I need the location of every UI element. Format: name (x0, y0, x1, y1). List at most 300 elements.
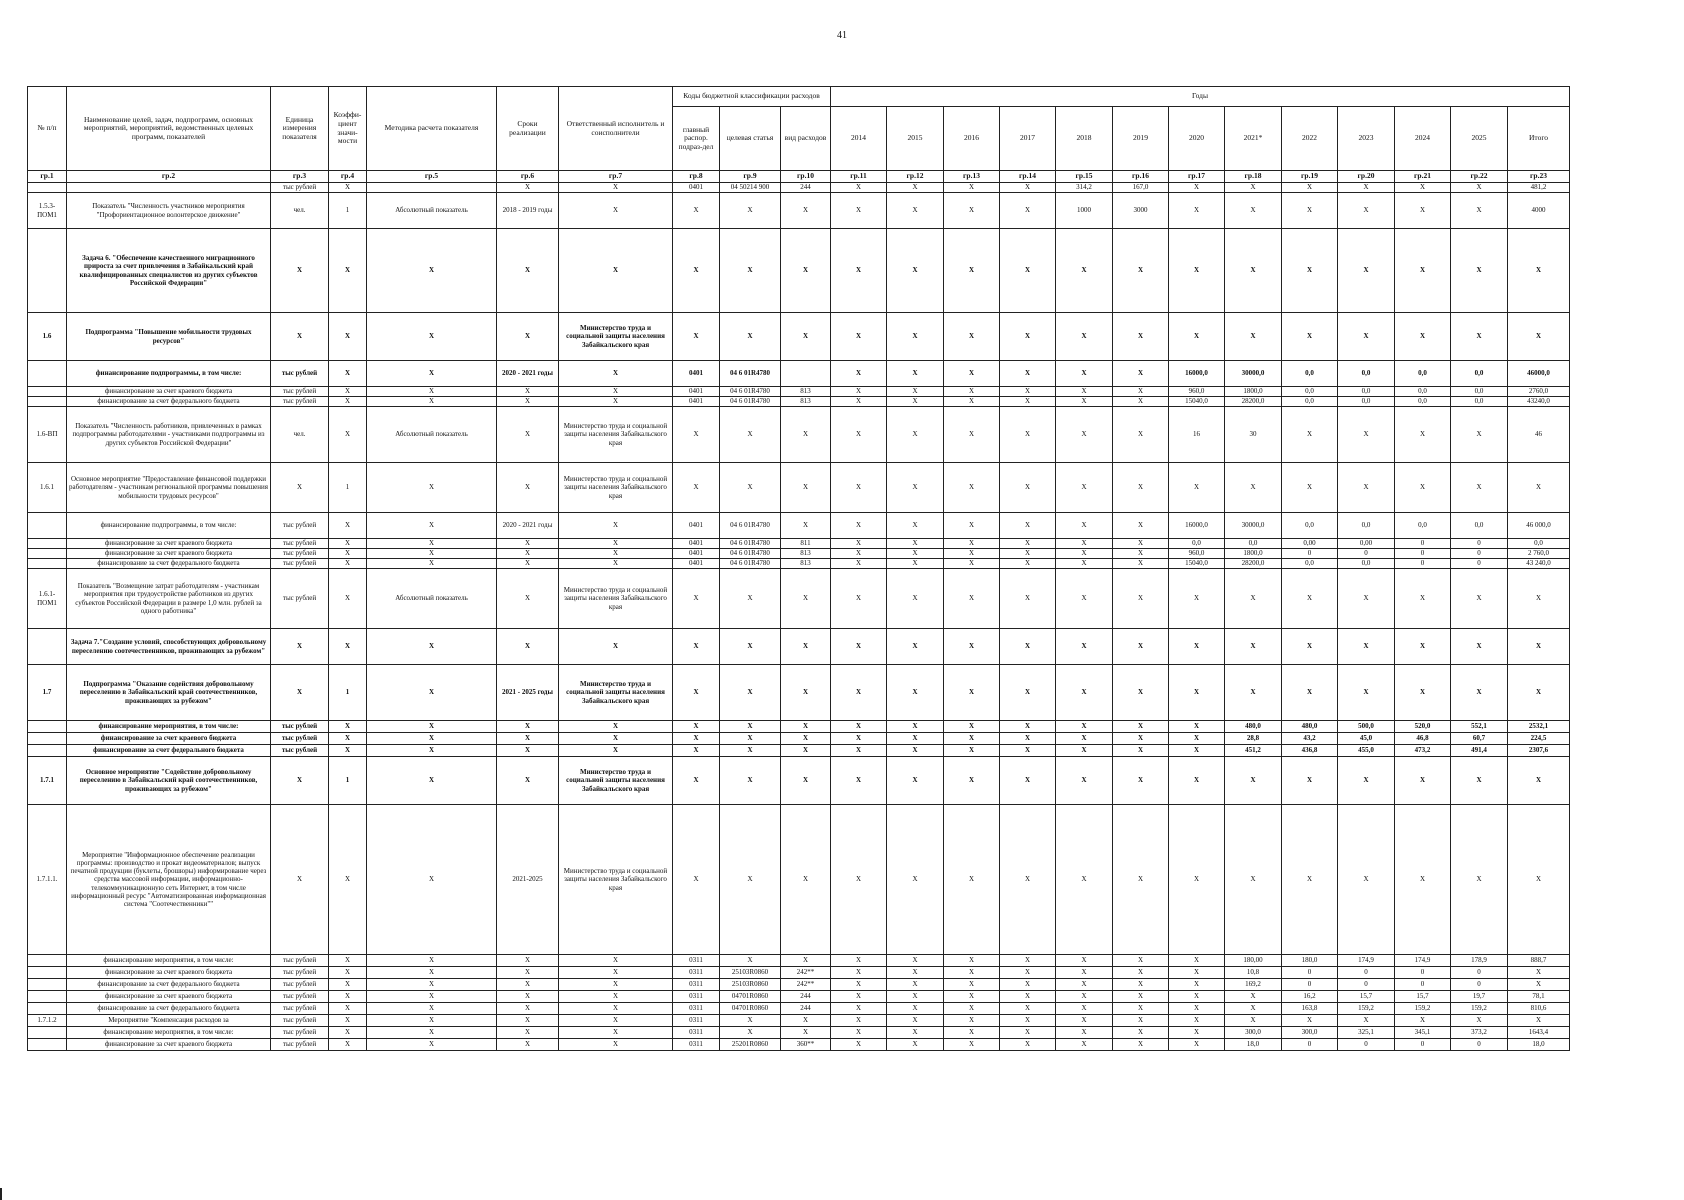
cell-main-distributor: 0401 (673, 397, 720, 407)
cell-coefficient: Х (329, 387, 367, 397)
cell-method: Х (367, 313, 497, 361)
cell-year-2014: Х (831, 1039, 887, 1051)
cell-year-2014: Х (831, 313, 887, 361)
cell-row-name: финансирование за счет краевого бюджета (67, 539, 271, 549)
cell-row-name: финансирование за счет федерального бюджета (67, 1003, 271, 1015)
cell-year-2016: Х (944, 745, 1000, 757)
cell-year-2015: Х (887, 1039, 944, 1051)
cell-year-2016: Х (944, 1015, 1000, 1027)
cell-year-2014: Х (831, 549, 887, 559)
cell-responsible: Х (559, 387, 673, 397)
cell-terms: Х (497, 183, 559, 193)
cell-method: Х (367, 229, 497, 313)
cell-year-2021: 28,8 (1225, 733, 1282, 745)
cell-method: Х (367, 549, 497, 559)
cell-main-distributor: 0311 (673, 1015, 720, 1027)
cell-year-2016: Х (944, 183, 1000, 193)
cell-year-2016: Х (944, 991, 1000, 1003)
cell-year-2020: Х (1169, 313, 1225, 361)
cell-year-2024: 0 (1395, 967, 1451, 979)
cell-year-2022: 0 (1282, 979, 1338, 991)
cell-year-2022: 43,2 (1282, 733, 1338, 745)
cell-year-2015: Х (887, 229, 944, 313)
cell-year-2018: Х (1056, 805, 1113, 955)
cell-year-2018: Х (1056, 559, 1113, 569)
cell-year-2020: Х (1169, 991, 1225, 1003)
cell-year-2020: 15040,0 (1169, 559, 1225, 569)
cell-main-distributor: Х (673, 629, 720, 665)
cell-year-2023: 0,0 (1338, 559, 1395, 569)
cell-year-2023: 0,00 (1338, 539, 1395, 549)
cell-main-distributor: Х (673, 665, 720, 721)
cell-target-article: 04 6 01R4780 (720, 361, 781, 387)
cell-row-name: финансирование за счет краевого бюджета (67, 967, 271, 979)
cell-unit: тыс рублей (271, 979, 329, 991)
cell-year-2018: Х (1056, 539, 1113, 549)
cell-target-article: 04701R0860 (720, 991, 781, 1003)
cell-target-article: Х (720, 229, 781, 313)
cell-year-2024: Х (1395, 569, 1451, 629)
cell-total: Х (1508, 757, 1570, 805)
cell-year-2015: Х (887, 569, 944, 629)
cell-year-2015: Х (887, 397, 944, 407)
cell-unit: тыс рублей (271, 733, 329, 745)
cell-year-2025: 0 (1451, 967, 1508, 979)
cell-method: Х (367, 979, 497, 991)
cell-target-article: Х (720, 463, 781, 513)
cell-year-2016: Х (944, 193, 1000, 229)
cell-responsible: Х (559, 1039, 673, 1051)
cell-year-2022: Х (1282, 569, 1338, 629)
cell-coefficient: 1 (329, 665, 367, 721)
cell-main-distributor: Х (673, 721, 720, 733)
cell-target-article: 25201R0860 (720, 1039, 781, 1051)
cell-row-name: финансирование за счет федерального бюджета (67, 979, 271, 991)
cell-year-2019: Х (1113, 757, 1169, 805)
cell-expense-type: Х (781, 407, 831, 463)
cell-terms: 2020 - 2021 годы (497, 513, 559, 539)
cell-responsible: Х (559, 397, 673, 407)
cell-row-number (28, 387, 67, 397)
column-number: гр.1 (28, 171, 67, 183)
cell-year-2016: Х (944, 569, 1000, 629)
cell-responsible: Х (559, 979, 673, 991)
cell-total: 481,2 (1508, 183, 1570, 193)
cell-expense-type: 360** (781, 1039, 831, 1051)
cell-unit: тыс рублей (271, 513, 329, 539)
header-year: 2021* (1225, 107, 1282, 171)
cell-year-2021: Х (1225, 229, 1282, 313)
cell-main-distributor: Х (673, 805, 720, 955)
header-responsible: Ответственный исполнитель и соисполнители (559, 87, 673, 171)
cell-total: 2760,0 (1508, 387, 1570, 397)
column-number: гр.8 (673, 171, 720, 183)
cell-total: 46 000,0 (1508, 513, 1570, 539)
cell-year-2023: 15,7 (1338, 991, 1395, 1003)
cell-total: 2307,6 (1508, 745, 1570, 757)
cell-year-2024: 345,1 (1395, 1027, 1451, 1039)
cell-year-2017: Х (1000, 1039, 1056, 1051)
cell-year-2017: Х (1000, 991, 1056, 1003)
cell-year-2024: Х (1395, 1015, 1451, 1027)
cell-year-2021: Х (1225, 463, 1282, 513)
cell-year-2020: Х (1169, 721, 1225, 733)
table-row (28, 1015, 1570, 1027)
cell-year-2025: Х (1451, 229, 1508, 313)
cell-total: 46 (1508, 407, 1570, 463)
cell-year-2025: 552,1 (1451, 721, 1508, 733)
cell-expense-type: Х (781, 313, 831, 361)
cell-row-number: 1.7.1.1. (28, 805, 67, 955)
cell-year-2019: Х (1113, 1039, 1169, 1051)
cell-year-2014: Х (831, 979, 887, 991)
cell-target-article: Х (720, 1015, 781, 1027)
cell-year-2025: Х (1451, 629, 1508, 665)
cell-method: Х (367, 463, 497, 513)
cell-total: 888,7 (1508, 955, 1570, 967)
header-year: 2020 (1169, 107, 1225, 171)
cell-target-article: Х (720, 193, 781, 229)
cell-row-number (28, 183, 67, 193)
cell-expense-type: 813 (781, 387, 831, 397)
cell-coefficient: Х (329, 407, 367, 463)
cell-year-2022: 0,0 (1282, 361, 1338, 387)
cell-method: Х (367, 559, 497, 569)
cell-year-2015: Х (887, 721, 944, 733)
cell-year-2023: Х (1338, 407, 1395, 463)
cell-year-2025: 0 (1451, 539, 1508, 549)
cell-unit: тыс рублей (271, 397, 329, 407)
cell-method: Х (367, 539, 497, 549)
cell-year-2024: Х (1395, 183, 1451, 193)
cell-year-2020: Х (1169, 229, 1225, 313)
cell-year-2015: Х (887, 629, 944, 665)
page-edge-mark (0, 1188, 2, 1200)
cell-year-2022: 0,00 (1282, 539, 1338, 549)
cell-year-2019: Х (1113, 463, 1169, 513)
cell-main-distributor: 0311 (673, 955, 720, 967)
header-years: Годы (831, 87, 1570, 107)
cell-year-2025: 0,0 (1451, 397, 1508, 407)
cell-year-2023: Х (1338, 193, 1395, 229)
cell-target-article: Х (720, 757, 781, 805)
cell-year-2020: 960,0 (1169, 387, 1225, 397)
cell-year-2022: 436,8 (1282, 745, 1338, 757)
cell-year-2023: 174,9 (1338, 955, 1395, 967)
header-year: 2023 (1338, 107, 1395, 171)
cell-method: Абсолютный показатель (367, 569, 497, 629)
cell-method: Х (367, 745, 497, 757)
cell-year-2014: Х (831, 665, 887, 721)
cell-coefficient: Х (329, 1003, 367, 1015)
cell-total: 0,0 (1508, 539, 1570, 549)
cell-total: 2 760,0 (1508, 549, 1570, 559)
cell-year-2014: Х (831, 387, 887, 397)
cell-target-article: Х (720, 665, 781, 721)
cell-year-2022: 180,0 (1282, 955, 1338, 967)
cell-year-2018: Х (1056, 1027, 1113, 1039)
cell-unit: тыс рублей (271, 967, 329, 979)
table-row (28, 991, 1570, 1003)
cell-terms: Х (497, 745, 559, 757)
cell-year-2025: Х (1451, 407, 1508, 463)
cell-total: Х (1508, 979, 1570, 991)
cell-year-2022: Х (1282, 183, 1338, 193)
cell-unit: тыс рублей (271, 1027, 329, 1039)
cell-unit: Х (271, 313, 329, 361)
cell-row-number (28, 1027, 67, 1039)
cell-main-distributor: 0311 (673, 967, 720, 979)
header-total: Итого (1508, 107, 1570, 171)
cell-year-2021: 28200,0 (1225, 397, 1282, 407)
cell-year-2014: Х (831, 629, 887, 665)
cell-year-2020: Х (1169, 665, 1225, 721)
table-row (28, 1039, 1570, 1051)
cell-main-distributor: 0311 (673, 1003, 720, 1015)
cell-year-2018: Х (1056, 745, 1113, 757)
header-name: Наименование целей, задач, подпрограмм, основных мероприятий, мероприятий, ведомственных целевых программ, показателей (67, 87, 271, 171)
cell-terms: Х (497, 1039, 559, 1051)
cell-year-2021: Х (1225, 665, 1282, 721)
cell-year-2016: Х (944, 539, 1000, 549)
cell-year-2022: Х (1282, 757, 1338, 805)
cell-row-name: финансирование мероприятия, в том числе: (67, 1027, 271, 1039)
header-method: Методика расчета показателя (367, 87, 497, 171)
cell-method: Х (367, 991, 497, 1003)
cell-unit: Х (271, 665, 329, 721)
cell-year-2024: 159,2 (1395, 1003, 1451, 1015)
cell-year-2022: 0,0 (1282, 397, 1338, 407)
cell-row-name: финансирование за счет краевого бюджета (67, 733, 271, 745)
cell-year-2017: Х (1000, 979, 1056, 991)
cell-row-number: 1.6-ВП (28, 407, 67, 463)
cell-year-2019: Х (1113, 967, 1169, 979)
cell-unit: тыс рублей (271, 183, 329, 193)
cell-row-name: Задача 7."Создание условий, способствующих добровольному переселению соотечественников, проживающих за рубежом" (67, 629, 271, 665)
cell-total: Х (1508, 569, 1570, 629)
cell-method (367, 183, 497, 193)
cell-unit: тыс рублей (271, 721, 329, 733)
cell-row-name: Подпрограмма "Повышение мобильности трудовых ресурсов" (67, 313, 271, 361)
cell-year-2025: 60,7 (1451, 733, 1508, 745)
cell-year-2018: 314,2 (1056, 183, 1113, 193)
cell-total: Х (1508, 229, 1570, 313)
cell-year-2018: Х (1056, 979, 1113, 991)
cell-year-2018: Х (1056, 1003, 1113, 1015)
cell-year-2023: 455,0 (1338, 745, 1395, 757)
cell-year-2025: 0 (1451, 549, 1508, 559)
cell-year-2014: Х (831, 955, 887, 967)
cell-year-2014: Х (831, 1003, 887, 1015)
cell-year-2022: Х (1282, 229, 1338, 313)
cell-coefficient: 1 (329, 757, 367, 805)
cell-year-2014: Х (831, 1015, 887, 1027)
cell-year-2022: 0 (1282, 1039, 1338, 1051)
cell-year-2022: 480,0 (1282, 721, 1338, 733)
cell-expense-type: 811 (781, 539, 831, 549)
cell-responsible: Х (559, 549, 673, 559)
cell-year-2018: Х (1056, 629, 1113, 665)
cell-row-number (28, 397, 67, 407)
cell-year-2024: 0 (1395, 559, 1451, 569)
cell-total: 78,1 (1508, 991, 1570, 1003)
cell-unit: тыс рублей (271, 1015, 329, 1027)
cell-method: Х (367, 1003, 497, 1015)
cell-year-2014: Х (831, 733, 887, 745)
table-row (28, 569, 1570, 629)
cell-coefficient: Х (329, 549, 367, 559)
column-number: гр.6 (497, 171, 559, 183)
cell-coefficient: Х (329, 745, 367, 757)
cell-year-2020: Х (1169, 805, 1225, 955)
program-table (27, 86, 1570, 1051)
cell-year-2021: Х (1225, 313, 1282, 361)
cell-responsible: Х (559, 745, 673, 757)
cell-year-2016: Х (944, 1003, 1000, 1015)
cell-year-2024: Х (1395, 407, 1451, 463)
cell-year-2017: Х (1000, 229, 1056, 313)
cell-total: 1643,4 (1508, 1027, 1570, 1039)
cell-total: 810,6 (1508, 1003, 1570, 1015)
cell-terms: Х (497, 463, 559, 513)
cell-year-2017: Х (1000, 745, 1056, 757)
cell-year-2025: Х (1451, 569, 1508, 629)
cell-year-2016: Х (944, 397, 1000, 407)
cell-row-name: Основное мероприятие "Содействие добровольному переселению в Забайкальский край соотечественников, проживающих за рубежом" (67, 757, 271, 805)
cell-year-2023: 500,0 (1338, 721, 1395, 733)
cell-expense-type: Х (781, 757, 831, 805)
cell-year-2024: 46,8 (1395, 733, 1451, 745)
cell-year-2017: Х (1000, 967, 1056, 979)
cell-year-2023: 0 (1338, 1039, 1395, 1051)
cell-year-2021: Х (1225, 757, 1282, 805)
table-row (28, 665, 1570, 721)
cell-year-2015: Х (887, 387, 944, 397)
cell-coefficient: Х (329, 967, 367, 979)
cell-terms: Х (497, 569, 559, 629)
header-year: 2025 (1451, 107, 1508, 171)
cell-year-2017: Х (1000, 1027, 1056, 1039)
cell-row-number: 1.6.1-ПОМ1 (28, 569, 67, 629)
cell-responsible: Х (559, 229, 673, 313)
cell-total: Х (1508, 629, 1570, 665)
cell-year-2016: Х (944, 665, 1000, 721)
cell-year-2014: Х (831, 193, 887, 229)
cell-responsible: Х (559, 629, 673, 665)
cell-year-2016: Х (944, 407, 1000, 463)
cell-year-2018: Х (1056, 1039, 1113, 1051)
header-year: 2016 (944, 107, 1000, 171)
cell-year-2018: Х (1056, 721, 1113, 733)
cell-row-name: финансирование за счет краевого бюджета (67, 1039, 271, 1051)
cell-year-2016: Х (944, 1027, 1000, 1039)
cell-year-2019: Х (1113, 361, 1169, 387)
cell-expense-type: Х (781, 955, 831, 967)
cell-year-2023: 0 (1338, 967, 1395, 979)
column-number: гр.12 (887, 171, 944, 183)
cell-year-2020: Х (1169, 967, 1225, 979)
cell-year-2019: Х (1113, 229, 1169, 313)
cell-expense-type: 242** (781, 967, 831, 979)
cell-method: Х (367, 513, 497, 539)
cell-unit: Х (271, 463, 329, 513)
cell-year-2015: Х (887, 1027, 944, 1039)
cell-year-2019: Х (1113, 1003, 1169, 1015)
cell-main-distributor: 0311 (673, 991, 720, 1003)
cell-year-2017: Х (1000, 569, 1056, 629)
cell-year-2018: Х (1056, 991, 1113, 1003)
column-number: гр.17 (1169, 171, 1225, 183)
cell-coefficient: Х (329, 721, 367, 733)
cell-row-name: финансирование мероприятия, в том числе: (67, 955, 271, 967)
cell-row-name: финансирование за счет краевого бюджета (67, 991, 271, 1003)
cell-expense-type: Х (781, 229, 831, 313)
cell-year-2017: Х (1000, 539, 1056, 549)
cell-year-2015: Х (887, 967, 944, 979)
cell-year-2021: 10,8 (1225, 967, 1282, 979)
cell-terms: 2021 - 2025 годы (497, 665, 559, 721)
table-row (28, 955, 1570, 967)
cell-target-article: 04 50214 900 (720, 183, 781, 193)
cell-year-2025: 491,4 (1451, 745, 1508, 757)
cell-method: Х (367, 361, 497, 387)
cell-year-2025: Х (1451, 1015, 1508, 1027)
cell-row-name: Показатель "Численность участников мероприятия "Профориентационное волонтерское движение" (67, 193, 271, 229)
header-year: 2017 (1000, 107, 1056, 171)
column-number: гр.3 (271, 171, 329, 183)
cell-row-name: Подпрограмма "Оказание содействия добровольному переселению в Забайкальский край соотечественников, проживающих за рубежом" (67, 665, 271, 721)
cell-year-2020: Х (1169, 1003, 1225, 1015)
cell-year-2025: Х (1451, 805, 1508, 955)
header-budget-codes: Коды бюджетной классификации расходов (673, 87, 831, 107)
cell-target-article: 04 6 01R4780 (720, 539, 781, 549)
cell-year-2021: Х (1225, 629, 1282, 665)
cell-unit: чел. (271, 193, 329, 229)
cell-row-name: Мероприятие "Компенсация расходов за (67, 1015, 271, 1027)
cell-coefficient: Х (329, 955, 367, 967)
cell-expense-type: Х (781, 733, 831, 745)
cell-row-number: 1.5.3-ПОМ1 (28, 193, 67, 229)
cell-year-2019: Х (1113, 1015, 1169, 1027)
cell-year-2021: 300,0 (1225, 1027, 1282, 1039)
cell-year-2025: 0 (1451, 1039, 1508, 1051)
cell-target-article: 04 6 01R4780 (720, 559, 781, 569)
cell-year-2014: Х (831, 513, 887, 539)
cell-year-2022: Х (1282, 629, 1338, 665)
cell-responsible: Х (559, 559, 673, 569)
cell-coefficient: Х (329, 733, 367, 745)
cell-coefficient: Х (329, 979, 367, 991)
cell-row-number (28, 229, 67, 313)
cell-target-article: Х (720, 407, 781, 463)
cell-year-2021: 1800,0 (1225, 387, 1282, 397)
cell-row-name: финансирование за счет федерального бюджета (67, 559, 271, 569)
column-number-row (28, 171, 1570, 183)
cell-year-2023: 159,2 (1338, 1003, 1395, 1015)
cell-year-2024: 0,0 (1395, 397, 1451, 407)
cell-unit: тыс рублей (271, 387, 329, 397)
cell-terms: Х (497, 407, 559, 463)
cell-year-2019: Х (1113, 397, 1169, 407)
cell-year-2024: Х (1395, 463, 1451, 513)
cell-year-2016: Х (944, 979, 1000, 991)
column-number: гр.14 (1000, 171, 1056, 183)
cell-terms: Х (497, 955, 559, 967)
column-number: гр.21 (1395, 171, 1451, 183)
cell-year-2017: Х (1000, 313, 1056, 361)
column-number: гр.18 (1225, 171, 1282, 183)
cell-year-2015: Х (887, 193, 944, 229)
